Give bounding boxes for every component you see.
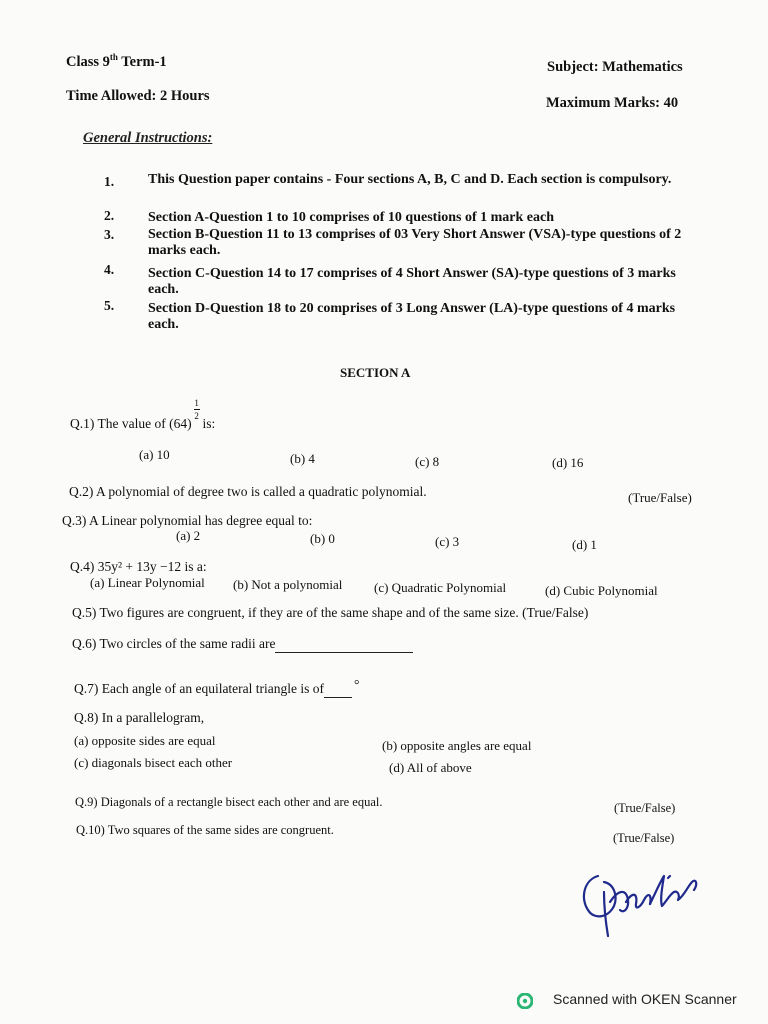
q3-option-c: (c) 3 <box>435 534 460 549</box>
question-1: Q.1) The value of (64) 1 2 is: <box>70 398 216 431</box>
q4-option-d: (d) Cubic Polynomial <box>545 583 658 598</box>
q9-true-false-tag: (True/False) <box>614 801 676 815</box>
instruction-number: 4. <box>104 262 115 277</box>
q8-option-b: (b) opposite angles are equal <box>382 738 532 753</box>
instruction-text: Section B-Question 11 to 13 comprises of 03 Very Short Answer (VSA)-type questions of 2 marks each. <box>148 227 682 258</box>
oken-scanner-logo-icon <box>517 993 533 1009</box>
q1-option-a: (a) 10 <box>139 447 170 462</box>
q3-option-a: (a) 2 <box>176 528 201 543</box>
q8-option-d: (d) All of above <box>389 760 472 775</box>
q1-option-c: (c) 8 <box>415 454 440 469</box>
question-4: Q.4) 35y² + 13y −12 is a: <box>70 559 207 574</box>
question-10: Q.10) Two squares of the same sides are congruent. <box>76 823 334 837</box>
q10-true-false-tag: (True/False) <box>613 831 675 845</box>
instruction-text: Section C-Question 14 to 17 comprises of 4 Short Answer (SA)-type questions of 3 marks each. <box>148 266 676 297</box>
q1-option-d: (d) 16 <box>552 455 584 470</box>
subject-label: Subject: Mathematics <box>547 59 683 75</box>
question-5: Q.5) Two figures are congruent, if they are of the same shape and of the same size. (True/False) <box>72 605 589 620</box>
instruction-text: Section D-Question 18 to 20 comprises of 3 Long Answer (LA)-type questions of 4 marks each. <box>148 301 676 332</box>
instruction-text: Section A-Question 1 to 10 comprises of 10 questions of 1 mark each <box>148 210 554 225</box>
instruction-number: 3. <box>104 227 115 242</box>
question-2: Q.2) A polynomial of degree two is called a quadratic polynomial. <box>69 484 427 499</box>
question-8: Q.8) In a parallelogram, <box>74 710 205 725</box>
q8-option-c: (c) diagonals bisect each other <box>74 755 233 770</box>
question-3: Q.3) A Linear polynomial has degree equal to: <box>62 513 313 528</box>
q6-answer-blank <box>275 636 413 653</box>
question-7: Q.7) Each angle of an equilateral triangle is of ° <box>74 677 360 696</box>
instruction-number: 5. <box>104 298 115 313</box>
scanner-watermark-text: Scanned with OKEN Scanner <box>553 991 737 1007</box>
question-6: Q.6) Two circles of the same radii are <box>72 636 413 653</box>
time-allowed-label: Time Allowed: 2 Hours <box>66 88 210 104</box>
instruction-number: 2. <box>104 208 115 223</box>
class-term-label: Class 9th Term-1 <box>66 52 167 70</box>
maximum-marks-label: Maximum Marks: 40 <box>546 95 679 111</box>
q3-option-b: (b) 0 <box>310 531 335 546</box>
q3-option-d: (d) 1 <box>572 537 597 552</box>
instruction-number: 1. <box>104 174 115 189</box>
q4-option-a: (a) Linear Polynomial <box>90 575 205 590</box>
q4-option-b: (b) Not a polynomial <box>233 577 343 592</box>
section-a-title: SECTION A <box>340 365 411 380</box>
q2-true-false-tag: (True/False) <box>628 490 692 505</box>
q1-option-b: (b) 4 <box>290 451 315 466</box>
instruction-text: This Question paper contains - Four sections A, B, C and D. Each section is compulsory. <box>148 172 672 187</box>
general-instructions-title: General Instructions: <box>83 130 213 146</box>
q4-option-c: (c) Quadratic Polynomial <box>374 580 507 595</box>
q7-answer-blank <box>324 681 352 698</box>
q8-option-a: (a) opposite sides are equal <box>74 733 216 748</box>
signature-image <box>574 862 704 942</box>
question-9: Q.9) Diagonals of a rectangle bisect each other and are equal. <box>75 795 383 809</box>
exponent-fraction: 1 2 <box>194 398 199 421</box>
